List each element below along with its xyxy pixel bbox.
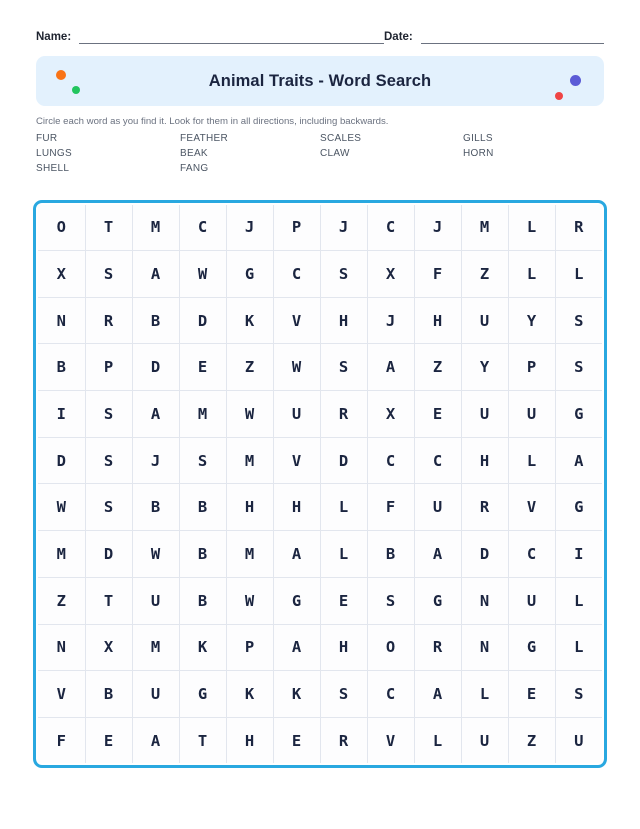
grid-cell[interactable]: U xyxy=(508,577,555,624)
grid-cell[interactable]: E xyxy=(179,344,226,391)
grid-cell[interactable]: S xyxy=(85,484,132,531)
grid-cell[interactable]: C xyxy=(367,671,414,718)
grid-cell[interactable]: Z xyxy=(461,250,508,297)
grid-cell[interactable]: C xyxy=(414,437,461,484)
grid-cell[interactable]: M xyxy=(226,531,273,578)
grid-cell[interactable]: O xyxy=(38,205,85,250)
grid-cell[interactable]: R xyxy=(555,205,602,250)
grid-cell[interactable]: B xyxy=(85,671,132,718)
grid-cell[interactable]: W xyxy=(226,391,273,438)
grid-cell[interactable]: H xyxy=(414,297,461,344)
grid-row xyxy=(38,344,602,391)
grid-cell[interactable]: A xyxy=(414,531,461,578)
word-item[interactable]: LUNGS xyxy=(36,148,72,159)
grid-cell[interactable]: M xyxy=(132,205,179,250)
grid-cell[interactable]: B xyxy=(132,297,179,344)
grid-cell[interactable]: G xyxy=(555,391,602,438)
word-item[interactable]: BEAK xyxy=(180,148,208,159)
grid-cell[interactable]: U xyxy=(132,671,179,718)
grid-cell[interactable]: I xyxy=(38,391,85,438)
grid-cell[interactable]: C xyxy=(367,205,414,250)
word-item[interactable]: FUR xyxy=(36,133,58,144)
grid-cell[interactable]: A xyxy=(273,531,320,578)
grid-cell[interactable]: G xyxy=(508,624,555,671)
grid-cell[interactable]: W xyxy=(38,484,85,531)
grid-cell[interactable]: F xyxy=(367,484,414,531)
grid-cell[interactable]: S xyxy=(179,437,226,484)
grid-cell[interactable]: J xyxy=(367,297,414,344)
date-field[interactable] xyxy=(384,30,604,44)
grid-cell[interactable]: Z xyxy=(414,344,461,391)
grid-cell[interactable]: S xyxy=(555,344,602,391)
grid-cell[interactable]: L xyxy=(320,484,367,531)
grid-row xyxy=(38,297,602,344)
word-list-row xyxy=(36,131,604,146)
title-banner xyxy=(36,56,604,106)
word-item[interactable]: CLAW xyxy=(320,148,350,159)
grid-cell[interactable]: D xyxy=(461,531,508,578)
grid-cell[interactable]: E xyxy=(320,577,367,624)
grid-cell[interactable]: G xyxy=(414,577,461,624)
grid-cell[interactable]: N xyxy=(461,624,508,671)
word-item[interactable]: SHELL xyxy=(36,163,70,174)
grid-cell[interactable]: L xyxy=(320,531,367,578)
grid-cell[interactable]: H xyxy=(320,297,367,344)
grid-cell[interactable]: L xyxy=(508,205,555,250)
grid-cell[interactable]: L xyxy=(555,577,602,624)
grid-cell[interactable]: A xyxy=(132,250,179,297)
grid-cell[interactable]: L xyxy=(508,437,555,484)
word-item[interactable]: HORN xyxy=(463,148,494,159)
grid-cell[interactable]: U xyxy=(508,391,555,438)
grid-row xyxy=(38,577,602,624)
grid-cell[interactable]: E xyxy=(85,718,132,764)
word-list-row xyxy=(36,161,604,176)
grid-cell[interactable]: K xyxy=(226,297,273,344)
grid-cell[interactable]: G xyxy=(555,484,602,531)
grid-cell[interactable]: S xyxy=(320,344,367,391)
grid-cell[interactable]: K xyxy=(273,671,320,718)
date-input-line[interactable] xyxy=(421,30,604,44)
grid-cell[interactable]: F xyxy=(414,250,461,297)
grid-cell[interactable]: B xyxy=(179,484,226,531)
grid-cell[interactable]: H xyxy=(273,484,320,531)
name-date-row xyxy=(36,30,604,44)
grid-cell[interactable]: J xyxy=(320,205,367,250)
grid-cell[interactable]: P xyxy=(226,624,273,671)
grid-cell[interactable]: L xyxy=(555,624,602,671)
grid-cell[interactable]: D xyxy=(38,437,85,484)
word-list-row xyxy=(36,146,604,161)
grid-cell[interactable]: M xyxy=(461,205,508,250)
grid-cell[interactable]: A xyxy=(367,344,414,391)
grid-cell[interactable]: S xyxy=(367,577,414,624)
grid-row xyxy=(38,391,602,438)
grid-cell[interactable]: D xyxy=(179,297,226,344)
grid-cell[interactable]: L xyxy=(461,671,508,718)
grid-cell[interactable]: W xyxy=(226,577,273,624)
grid-row xyxy=(38,671,602,718)
date-label: Date: xyxy=(384,31,413,43)
grid-row xyxy=(38,484,602,531)
page-title: Animal Traits - Word Search xyxy=(208,72,432,90)
name-field[interactable] xyxy=(36,30,384,44)
grid-cell[interactable]: S xyxy=(555,297,602,344)
grid-cell[interactable]: B xyxy=(132,484,179,531)
grid-cell[interactable]: R xyxy=(414,624,461,671)
grid-cell[interactable]: P xyxy=(273,205,320,250)
word-list xyxy=(36,131,604,176)
grid-cell[interactable]: D xyxy=(132,344,179,391)
grid-cell[interactable]: K xyxy=(179,624,226,671)
grid-cell[interactable]: U xyxy=(132,577,179,624)
grid-cell[interactable]: U xyxy=(555,718,602,764)
grid-row xyxy=(38,437,602,484)
grid-cell[interactable]: R xyxy=(461,484,508,531)
grid-cell[interactable]: Z xyxy=(38,577,85,624)
word-item[interactable]: SCALES xyxy=(320,133,362,144)
grid-cell[interactable]: H xyxy=(461,437,508,484)
grid-cell[interactable]: T xyxy=(85,577,132,624)
grid-cell[interactable]: W xyxy=(132,531,179,578)
grid-cell[interactable]: A xyxy=(132,391,179,438)
grid-cell[interactable]: A xyxy=(132,718,179,764)
grid-cell[interactable]: P xyxy=(508,344,555,391)
grid-cell[interactable]: H xyxy=(226,484,273,531)
grid-cell[interactable]: X xyxy=(367,250,414,297)
grid-cell[interactable]: C xyxy=(273,250,320,297)
grid-cell[interactable]: M xyxy=(38,531,85,578)
grid-cell[interactable]: J xyxy=(132,437,179,484)
grid-cell[interactable]: R xyxy=(85,297,132,344)
grid-cell[interactable]: U xyxy=(273,391,320,438)
grid-cell[interactable]: B xyxy=(367,531,414,578)
grid-cell[interactable]: M xyxy=(179,391,226,438)
grid-cell[interactable]: T xyxy=(179,718,226,764)
grid-cell[interactable]: F xyxy=(38,718,85,764)
grid-cell[interactable]: W xyxy=(273,344,320,391)
grid-cell[interactable]: Z xyxy=(508,718,555,764)
grid-row xyxy=(38,205,602,250)
grid-body xyxy=(38,205,602,763)
word-search-grid-container[interactable] xyxy=(33,200,607,768)
grid-cell[interactable]: D xyxy=(85,531,132,578)
name-input-line[interactable] xyxy=(79,30,384,44)
grid-cell[interactable]: U xyxy=(461,391,508,438)
grid-cell[interactable]: I xyxy=(555,531,602,578)
grid-cell[interactable]: E xyxy=(273,718,320,764)
grid-cell[interactable]: L xyxy=(414,718,461,764)
grid-cell[interactable]: N xyxy=(461,577,508,624)
grid-cell[interactable]: P xyxy=(85,344,132,391)
grid-cell[interactable]: V xyxy=(367,718,414,764)
grid-row xyxy=(38,250,602,297)
name-label: Name: xyxy=(36,31,72,43)
grid-row xyxy=(38,624,602,671)
grid-cell[interactable]: C xyxy=(367,437,414,484)
grid-cell[interactable]: R xyxy=(320,718,367,764)
grid-cell[interactable]: S xyxy=(320,250,367,297)
grid-cell[interactable]: L xyxy=(555,250,602,297)
grid-cell[interactable]: T xyxy=(85,205,132,250)
grid-cell[interactable]: K xyxy=(226,671,273,718)
grid-cell[interactable]: A xyxy=(555,437,602,484)
grid-cell[interactable]: O xyxy=(367,624,414,671)
grid-cell[interactable]: U xyxy=(414,484,461,531)
grid-cell[interactable]: X xyxy=(367,391,414,438)
grid-cell[interactable]: R xyxy=(320,391,367,438)
grid-cell[interactable]: S xyxy=(85,437,132,484)
grid-cell[interactable]: B xyxy=(38,344,85,391)
grid-cell[interactable]: S xyxy=(85,391,132,438)
grid-cell[interactable]: H xyxy=(320,624,367,671)
grid-cell[interactable]: U xyxy=(461,297,508,344)
grid-cell[interactable]: V xyxy=(273,437,320,484)
grid-cell[interactable]: V xyxy=(38,671,85,718)
grid-cell[interactable]: E xyxy=(508,671,555,718)
grid-cell[interactable]: Z xyxy=(226,344,273,391)
word-item[interactable]: GILLS xyxy=(463,133,493,144)
word-item[interactable]: FEATHER xyxy=(180,133,229,144)
grid-cell[interactable]: V xyxy=(273,297,320,344)
grid-cell[interactable]: J xyxy=(414,205,461,250)
grid-row xyxy=(38,718,602,764)
grid-cell[interactable]: X xyxy=(38,250,85,297)
grid-cell[interactable]: C xyxy=(179,205,226,250)
grid-cell[interactable]: N xyxy=(38,297,85,344)
grid-cell[interactable]: C xyxy=(508,531,555,578)
grid-cell[interactable]: D xyxy=(320,437,367,484)
grid-cell[interactable]: J xyxy=(226,205,273,250)
grid-cell[interactable]: L xyxy=(508,250,555,297)
grid-cell[interactable]: Y xyxy=(461,344,508,391)
grid-cell[interactable]: G xyxy=(179,671,226,718)
grid-cell[interactable]: S xyxy=(555,671,602,718)
grid-cell[interactable]: N xyxy=(38,624,85,671)
grid-cell[interactable]: B xyxy=(179,531,226,578)
grid-cell[interactable]: B xyxy=(179,577,226,624)
grid-cell[interactable]: X xyxy=(85,624,132,671)
grid-cell[interactable]: A xyxy=(273,624,320,671)
instructions-text: Circle each word as you find it. Look for them in all directions, including backwards. xyxy=(36,116,389,127)
grid-row xyxy=(38,531,602,578)
word-item[interactable]: FANG xyxy=(180,163,209,174)
grid-cell[interactable]: M xyxy=(132,624,179,671)
grid-cell[interactable]: W xyxy=(179,250,226,297)
grid-cell[interactable]: S xyxy=(320,671,367,718)
grid-cell[interactable]: Y xyxy=(508,297,555,344)
grid-cell[interactable]: G xyxy=(273,577,320,624)
grid-cell[interactable]: A xyxy=(414,671,461,718)
grid-cell[interactable]: M xyxy=(226,437,273,484)
grid-cell[interactable]: U xyxy=(461,718,508,764)
grid-cell[interactable]: E xyxy=(414,391,461,438)
grid-cell[interactable]: G xyxy=(226,250,273,297)
grid-cell[interactable]: S xyxy=(85,250,132,297)
word-search-grid[interactable] xyxy=(38,205,602,763)
grid-cell[interactable]: V xyxy=(508,484,555,531)
grid-cell[interactable]: H xyxy=(226,718,273,764)
